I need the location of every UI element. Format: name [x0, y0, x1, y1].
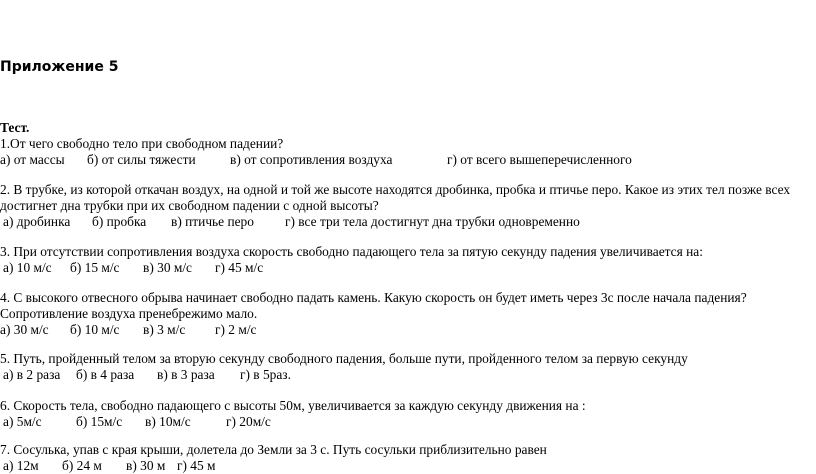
option-c: в) в 3 раза [157, 367, 215, 382]
option-b: б) в 4 раза [76, 367, 135, 382]
option-a: а) 30 м/с [0, 322, 49, 337]
option-a: а) дробинка [3, 214, 71, 229]
option-b: б) 15 м/с [70, 260, 120, 275]
option-a: а) 12м [3, 458, 39, 473]
option-c: в) от сопротивления воздуха [230, 152, 393, 167]
question-6-text: 6. Скорость тела, свободно падающего с высоты 50м, увеличивается за каждую секунду движения на : [0, 398, 586, 413]
option-c: в) 10м/с [145, 414, 191, 429]
option-c: в) 30 м [126, 458, 166, 473]
option-c: в) птичье перо [171, 214, 254, 229]
test-title: Тест. [0, 120, 30, 135]
question-1-text: 1.От чего свободно тело при свободном падении? [0, 136, 284, 151]
option-a: а) 10 м/с [3, 260, 52, 275]
question-2-text-line2: достигнет дна трубки при их свободном падении с одной высоты? [0, 198, 379, 213]
option-d: г) в 5раз. [240, 367, 291, 382]
option-c: в) 30 м/с [143, 260, 193, 275]
question-7-text: 7. Сосулька, упав с края крыши, долетела до Земли за 3 с. Путь сосульки приблизительно равен [0, 442, 547, 457]
option-b: б) 15м/с [76, 414, 123, 429]
option-d: г) 20м/с [226, 414, 271, 429]
option-d: г) от всего вышеперечисленного [447, 152, 632, 167]
question-2-text-line1: 2. В трубке, из которой откачан воздух, на одной и той же высоте находятся дробинка, пробка и птичье перо. Какое из этих тел позже всех [0, 182, 791, 197]
option-b: б) 10 м/с [70, 322, 120, 337]
option-c: в) 3 м/с [143, 322, 186, 337]
appendix-title: Приложение 5 [0, 59, 119, 75]
option-d: г) все три тела достигнут дна трубки одновременно [285, 214, 580, 229]
option-a: а) в 2 раза [3, 367, 61, 382]
option-a: а) от массы [0, 152, 65, 167]
option-d: г) 45 м [177, 458, 216, 473]
option-d: г) 45 м/с [215, 260, 264, 275]
option-b: б) пробка [92, 214, 147, 229]
option-b: б) 24 м [62, 458, 102, 473]
option-b: б) от силы тяжести [87, 152, 196, 167]
question-5-text: 5. Путь, пройденный телом за вторую секунду свободного падения, больше пути, пройденного телом за первую секунду [0, 351, 688, 366]
question-4-text-line1: 4. С высокого отвесного обрыва начинает свободно падать камень. Какую скорость он будет иметь через 3с после начала падения? [0, 290, 747, 305]
question-4-text-line2: Сопротивление воздуха пренебрежимо мало. [0, 306, 258, 321]
option-a: а) 5м/с [3, 414, 42, 429]
question-3-text: 3. При отсутствии сопротивления воздуха скорость свободно падающего тела за пятую секунду падения увеличивается на: [0, 244, 703, 259]
option-d: г) 2 м/с [215, 322, 257, 337]
